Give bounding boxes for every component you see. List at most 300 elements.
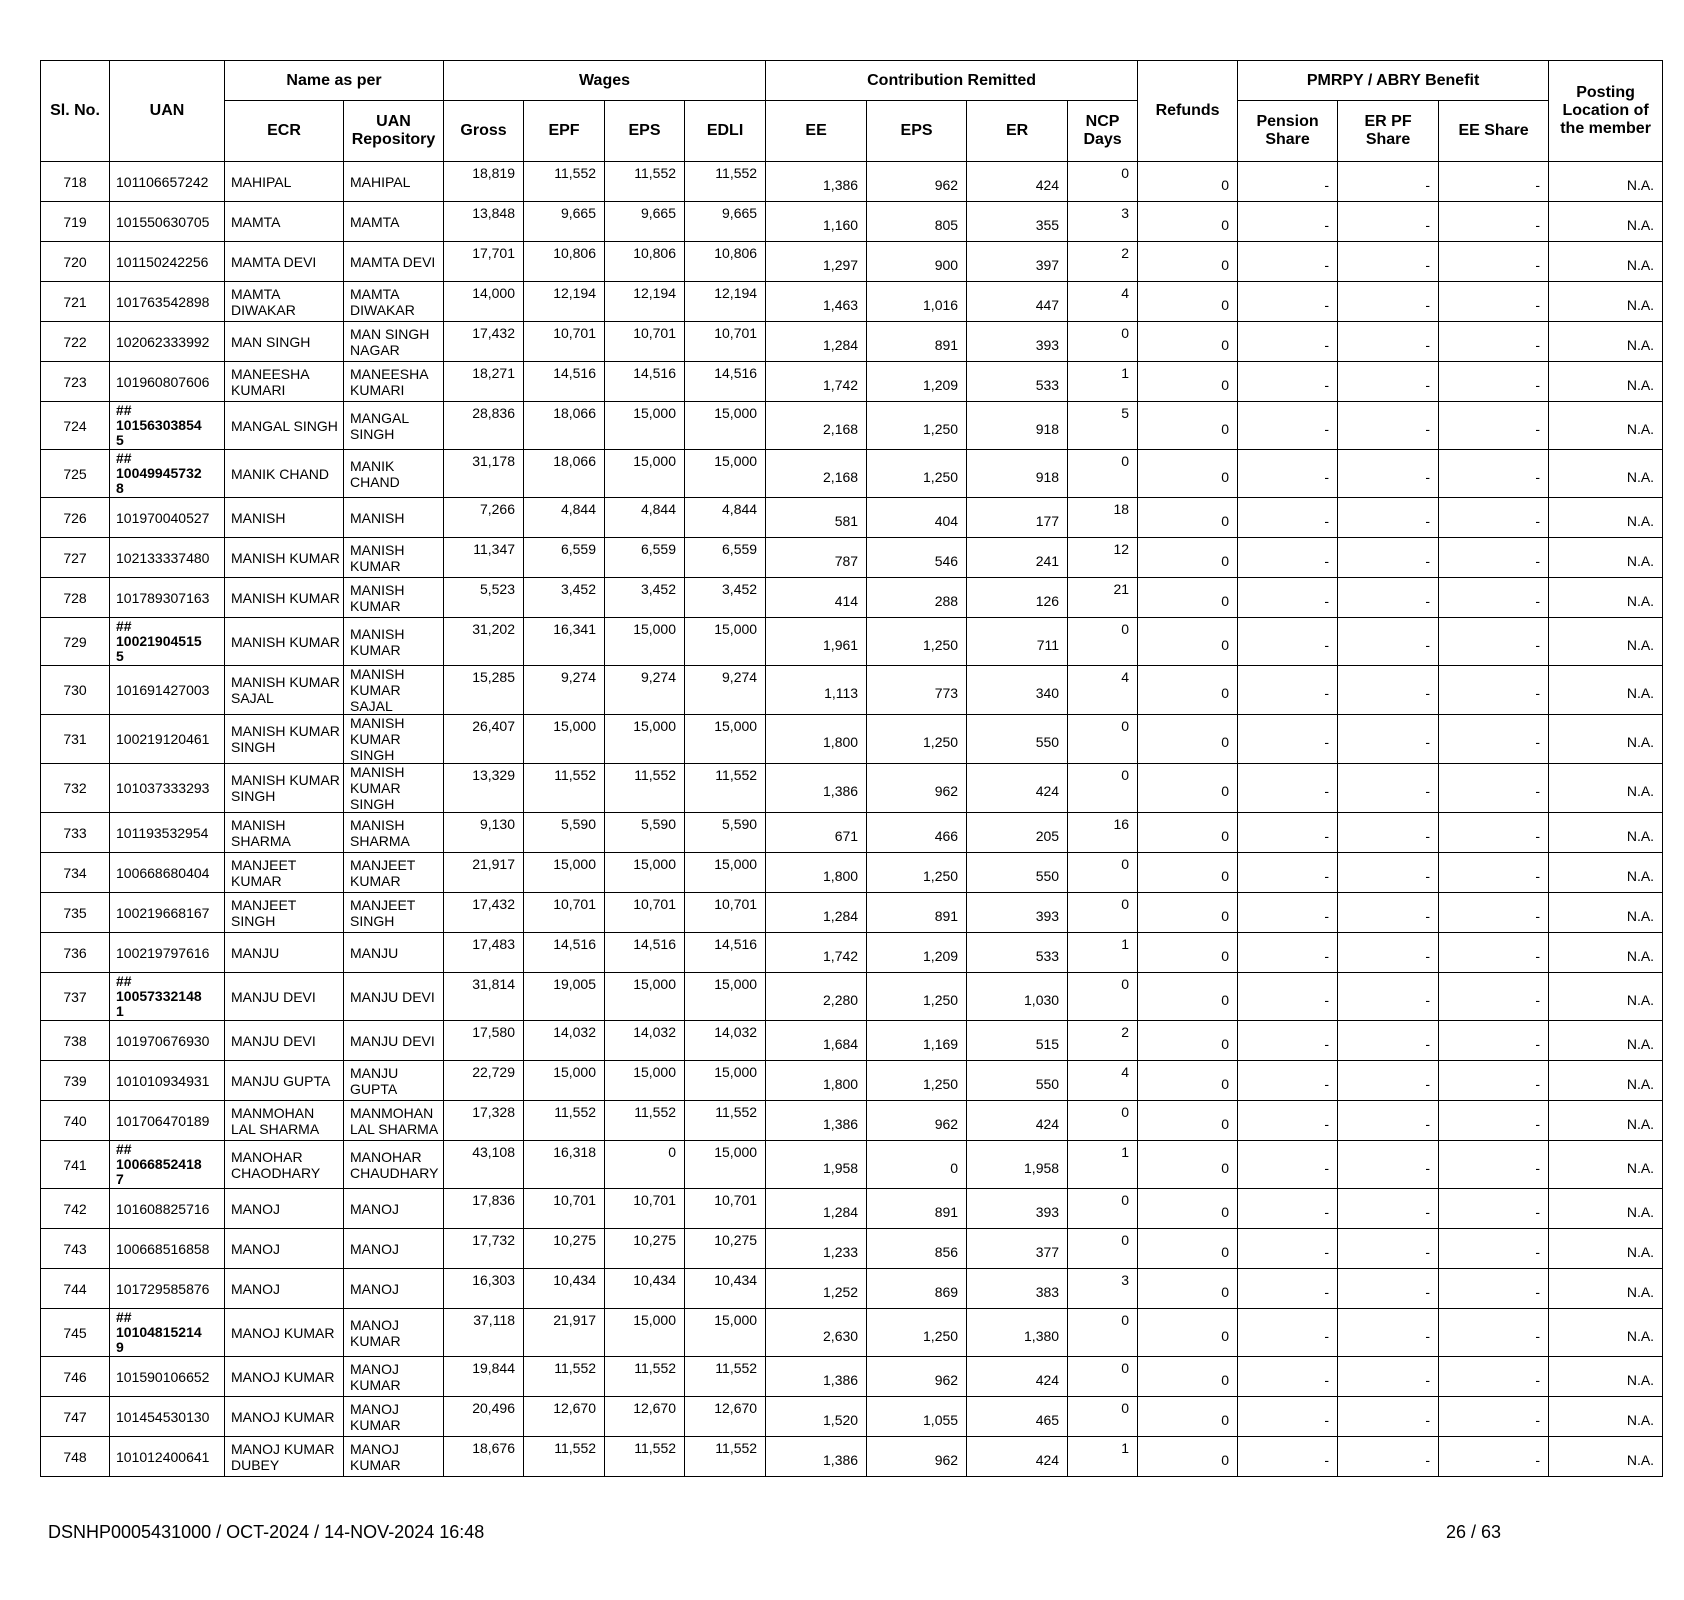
cell-contribution-eps: 962 <box>867 1101 967 1141</box>
cell-name-uan-repository: MAMTA <box>344 202 444 242</box>
cell-gross: 28,836 <box>444 402 524 450</box>
table-row <box>41 538 1663 578</box>
uan-line: 8 <box>116 480 124 496</box>
cell-ee: 1,252 <box>766 1269 867 1309</box>
cell-refunds: 0 <box>1138 1357 1238 1397</box>
cell-name-ecr: MANISH SHARMA <box>225 813 344 853</box>
cell-name-uan-repository: MANJU <box>344 933 444 973</box>
cell-contribution-eps: 891 <box>867 322 967 362</box>
cell-name-ecr: MANOJ <box>225 1269 344 1309</box>
cell-er: 393 <box>967 1189 1068 1229</box>
cell-uan <box>110 450 225 498</box>
uan-line: 10104815214 <box>116 1324 202 1340</box>
cell-er-pf-share: - <box>1338 282 1439 322</box>
cell-contribution-eps: 962 <box>867 162 967 202</box>
cell-gross: 19,844 <box>444 1357 524 1397</box>
cell-refunds: 0 <box>1138 402 1238 450</box>
cell-sl-no: 745 <box>41 1309 110 1357</box>
cell-gross: 17,580 <box>444 1021 524 1061</box>
table-row <box>41 450 1663 498</box>
cell-pension-share: - <box>1238 1061 1338 1101</box>
cell-er-pf-share: - <box>1338 1061 1439 1101</box>
cell-sl-no: 748 <box>41 1437 110 1477</box>
cell-gross: 31,814 <box>444 973 524 1021</box>
cell-refunds: 0 <box>1138 322 1238 362</box>
cell-ee: 1,233 <box>766 1229 867 1269</box>
cell-posting-location: N.A. <box>1549 162 1663 202</box>
cell-ee-share: - <box>1439 450 1549 498</box>
cell-contribution-eps: 962 <box>867 1357 967 1397</box>
cell-contribution-eps: 962 <box>867 764 967 813</box>
cell-er-pf-share: - <box>1338 1141 1439 1189</box>
cell-uan: 101193532954 <box>110 813 225 853</box>
cell-edli: 11,552 <box>685 1357 766 1397</box>
cell-refunds: 0 <box>1138 282 1238 322</box>
cell-er-pf-share: - <box>1338 362 1439 402</box>
table-row <box>41 1309 1663 1357</box>
cell-ncp-days: 2 <box>1068 242 1138 282</box>
cell-ee: 1,742 <box>766 933 867 973</box>
cell-sl-no: 725 <box>41 450 110 498</box>
table-row <box>41 618 1663 666</box>
cell-wages-eps: 11,552 <box>605 764 685 813</box>
cell-epf: 16,318 <box>524 1141 605 1189</box>
cell-posting-location: N.A. <box>1549 973 1663 1021</box>
cell-ee-share: - <box>1439 618 1549 666</box>
cell-pension-share: - <box>1238 973 1338 1021</box>
cell-epf: 14,032 <box>524 1021 605 1061</box>
cell-sl-no: 736 <box>41 933 110 973</box>
cell-ee: 1,800 <box>766 1061 867 1101</box>
cell-name-uan-repository: MANISH KUMAR SAJAL <box>344 666 444 715</box>
cell-refunds: 0 <box>1138 973 1238 1021</box>
cell-ee: 1,463 <box>766 282 867 322</box>
table-row <box>41 322 1663 362</box>
cell-gross: 18,271 <box>444 362 524 402</box>
cell-ncp-days: 0 <box>1068 1357 1138 1397</box>
cell-ee-share: - <box>1439 202 1549 242</box>
cell-name-ecr: MANGAL SINGH <box>225 402 344 450</box>
cell-uan: 100219797616 <box>110 933 225 973</box>
cell-refunds: 0 <box>1138 1061 1238 1101</box>
cell-epf: 12,194 <box>524 282 605 322</box>
cell-pension-share: - <box>1238 893 1338 933</box>
cell-uan: 101608825716 <box>110 1189 225 1229</box>
cell-uan <box>110 1309 225 1357</box>
cell-uan: 101010934931 <box>110 1061 225 1101</box>
cell-ee: 2,630 <box>766 1309 867 1357</box>
cell-er: 393 <box>967 893 1068 933</box>
cell-ncp-days: 0 <box>1068 618 1138 666</box>
cell-epf: 14,516 <box>524 362 605 402</box>
cell-ee-share: - <box>1439 498 1549 538</box>
header-epf: EPF <box>524 101 605 162</box>
cell-gross: 17,732 <box>444 1229 524 1269</box>
cell-name-uan-repository: MANISH KUMAR SINGH <box>344 764 444 813</box>
cell-edli: 15,000 <box>685 715 766 764</box>
cell-edli: 10,806 <box>685 242 766 282</box>
cell-ee: 787 <box>766 538 867 578</box>
cell-ee-share: - <box>1439 162 1549 202</box>
cell-ee: 2,168 <box>766 402 867 450</box>
cell-er-pf-share: - <box>1338 933 1439 973</box>
cell-name-uan-repository: MANMOHAN LAL SHARMA <box>344 1101 444 1141</box>
header-ee: EE <box>766 101 867 162</box>
table-row <box>41 362 1663 402</box>
cell-epf: 10,701 <box>524 322 605 362</box>
cell-ee-share: - <box>1439 764 1549 813</box>
cell-edli: 12,670 <box>685 1397 766 1437</box>
cell-sl-no: 742 <box>41 1189 110 1229</box>
cell-epf: 10,701 <box>524 893 605 933</box>
cell-gross: 31,202 <box>444 618 524 666</box>
cell-ee: 1,520 <box>766 1397 867 1437</box>
cell-name-ecr: MANEESHA KUMARI <box>225 362 344 402</box>
cell-sl-no: 719 <box>41 202 110 242</box>
cell-er: 711 <box>967 618 1068 666</box>
cell-uan <box>110 618 225 666</box>
cell-ncp-days: 0 <box>1068 764 1138 813</box>
cell-er: 241 <box>967 538 1068 578</box>
cell-posting-location: N.A. <box>1549 1397 1663 1437</box>
cell-er: 377 <box>967 1229 1068 1269</box>
cell-contribution-eps: 900 <box>867 242 967 282</box>
footer-document-id: DSNHP0005431000 / OCT-2024 / 14-NOV-2024 16:48 <box>48 1522 485 1542</box>
cell-refunds: 0 <box>1138 1397 1238 1437</box>
cell-name-uan-repository: MANISH KUMAR <box>344 538 444 578</box>
cell-pension-share: - <box>1238 282 1338 322</box>
header-wages: Wages <box>444 61 766 101</box>
cell-er-pf-share: - <box>1338 402 1439 450</box>
cell-ee: 1,386 <box>766 162 867 202</box>
cell-ee-share: - <box>1439 1189 1549 1229</box>
table-row <box>41 1189 1663 1229</box>
cell-contribution-eps: 1,209 <box>867 933 967 973</box>
cell-wages-eps: 11,552 <box>605 1101 685 1141</box>
cell-edli: 3,452 <box>685 578 766 618</box>
cell-name-uan-repository: MANJU DEVI <box>344 1021 444 1061</box>
cell-epf: 10,434 <box>524 1269 605 1309</box>
cell-er-pf-share: - <box>1338 893 1439 933</box>
cell-er: 533 <box>967 933 1068 973</box>
cell-er: 550 <box>967 715 1068 764</box>
cell-pension-share: - <box>1238 1357 1338 1397</box>
cell-uan: 100668516858 <box>110 1229 225 1269</box>
cell-name-uan-repository: MANIK CHAND <box>344 450 444 498</box>
header-pension-share: Pension Share <box>1238 101 1338 162</box>
header-pmrpy-abry-benefit: PMRPY / ABRY Benefit <box>1238 61 1549 101</box>
cell-contribution-eps: 466 <box>867 813 967 853</box>
cell-wages-eps: 4,844 <box>605 498 685 538</box>
cell-ee: 1,284 <box>766 893 867 933</box>
cell-wages-eps: 11,552 <box>605 1437 685 1477</box>
cell-ncp-days: 4 <box>1068 282 1138 322</box>
cell-ee-share: - <box>1439 1357 1549 1397</box>
cell-edli: 10,434 <box>685 1269 766 1309</box>
cell-refunds: 0 <box>1138 538 1238 578</box>
cell-wages-eps: 15,000 <box>605 715 685 764</box>
cell-ee: 1,284 <box>766 322 867 362</box>
cell-pension-share: - <box>1238 242 1338 282</box>
cell-gross: 17,432 <box>444 322 524 362</box>
cell-uan: 102133337480 <box>110 538 225 578</box>
cell-edli: 12,194 <box>685 282 766 322</box>
cell-name-ecr: MANMOHAN LAL SHARMA <box>225 1101 344 1141</box>
uan-line: 10021904515 <box>116 633 202 649</box>
cell-contribution-eps: 805 <box>867 202 967 242</box>
cell-ee-share: - <box>1439 538 1549 578</box>
cell-gross: 17,701 <box>444 242 524 282</box>
cell-er: 918 <box>967 402 1068 450</box>
table-row <box>41 893 1663 933</box>
cell-ncp-days: 1 <box>1068 1437 1138 1477</box>
cell-ee-share: - <box>1439 1397 1549 1437</box>
header-name-as-per: Name as per <box>225 61 444 101</box>
cell-epf: 15,000 <box>524 853 605 893</box>
cell-edli: 6,559 <box>685 538 766 578</box>
cell-er-pf-share: - <box>1338 1357 1439 1397</box>
cell-wages-eps: 12,194 <box>605 282 685 322</box>
cell-ee-share: - <box>1439 973 1549 1021</box>
cell-contribution-eps: 1,250 <box>867 402 967 450</box>
cell-contribution-eps: 1,055 <box>867 1397 967 1437</box>
table-row <box>41 402 1663 450</box>
table-row <box>41 1357 1663 1397</box>
cell-wages-eps: 15,000 <box>605 450 685 498</box>
cell-posting-location: N.A. <box>1549 893 1663 933</box>
cell-refunds: 0 <box>1138 813 1238 853</box>
cell-posting-location: N.A. <box>1549 618 1663 666</box>
table-row <box>41 162 1663 202</box>
uan-line: ## <box>116 1309 132 1325</box>
cell-uan: 101706470189 <box>110 1101 225 1141</box>
cell-name-uan-repository: MANOJ <box>344 1269 444 1309</box>
cell-posting-location: N.A. <box>1549 202 1663 242</box>
cell-refunds: 0 <box>1138 1309 1238 1357</box>
cell-uan: 102062333992 <box>110 322 225 362</box>
cell-contribution-eps: 1,016 <box>867 282 967 322</box>
cell-ee: 414 <box>766 578 867 618</box>
cell-ncp-days: 0 <box>1068 1189 1138 1229</box>
cell-name-ecr: MAN SINGH <box>225 322 344 362</box>
cell-epf: 15,000 <box>524 715 605 764</box>
cell-refunds: 0 <box>1138 933 1238 973</box>
cell-epf: 18,066 <box>524 402 605 450</box>
cell-uan: 101763542898 <box>110 282 225 322</box>
header-uan: UAN <box>110 61 225 162</box>
header-ecr: ECR <box>225 101 344 162</box>
cell-er: 205 <box>967 813 1068 853</box>
cell-epf: 18,066 <box>524 450 605 498</box>
cell-refunds: 0 <box>1138 1437 1238 1477</box>
cell-ncp-days: 3 <box>1068 1269 1138 1309</box>
cell-wages-eps: 15,000 <box>605 618 685 666</box>
cell-name-uan-repository: MANJU GUPTA <box>344 1061 444 1101</box>
cell-contribution-eps: 1,250 <box>867 1061 967 1101</box>
cell-name-ecr: MANISH KUMAR <box>225 578 344 618</box>
cell-epf: 21,917 <box>524 1309 605 1357</box>
cell-sl-no: 739 <box>41 1061 110 1101</box>
cell-ncp-days: 1 <box>1068 1141 1138 1189</box>
cell-pension-share: - <box>1238 764 1338 813</box>
table-header <box>41 61 1663 162</box>
cell-uan: 101590106652 <box>110 1357 225 1397</box>
cell-posting-location: N.A. <box>1549 242 1663 282</box>
cell-sl-no: 738 <box>41 1021 110 1061</box>
table-row <box>41 1141 1663 1189</box>
cell-name-uan-repository: MANOJ KUMAR <box>344 1309 444 1357</box>
cell-er-pf-share: - <box>1338 1229 1439 1269</box>
cell-wages-eps: 0 <box>605 1141 685 1189</box>
cell-gross: 9,130 <box>444 813 524 853</box>
cell-epf: 10,275 <box>524 1229 605 1269</box>
cell-sl-no: 731 <box>41 715 110 764</box>
cell-posting-location: N.A. <box>1549 322 1663 362</box>
cell-sl-no: 720 <box>41 242 110 282</box>
cell-posting-location: N.A. <box>1549 282 1663 322</box>
uan-line: ## <box>116 402 132 418</box>
cell-refunds: 0 <box>1138 362 1238 402</box>
cell-gross: 20,496 <box>444 1397 524 1437</box>
cell-pension-share: - <box>1238 933 1338 973</box>
cell-uan: 101970040527 <box>110 498 225 538</box>
cell-refunds: 0 <box>1138 715 1238 764</box>
cell-sl-no: 727 <box>41 538 110 578</box>
cell-contribution-eps: 0 <box>867 1141 967 1189</box>
cell-er: 383 <box>967 1269 1068 1309</box>
header-er-pf-share: ER PF Share <box>1338 101 1439 162</box>
cell-edli: 15,000 <box>685 1061 766 1101</box>
cell-sl-no: 722 <box>41 322 110 362</box>
cell-name-ecr: MANOJ KUMAR DUBEY <box>225 1437 344 1477</box>
cell-name-uan-repository: MANJEET SINGH <box>344 893 444 933</box>
cell-epf: 10,806 <box>524 242 605 282</box>
cell-name-ecr: MAHIPAL <box>225 162 344 202</box>
cell-er: 550 <box>967 853 1068 893</box>
cell-ee: 671 <box>766 813 867 853</box>
cell-edli: 15,000 <box>685 1141 766 1189</box>
cell-er: 424 <box>967 1101 1068 1141</box>
cell-sl-no: 726 <box>41 498 110 538</box>
cell-gross: 13,848 <box>444 202 524 242</box>
cell-er-pf-share: - <box>1338 242 1439 282</box>
cell-gross: 16,303 <box>444 1269 524 1309</box>
cell-name-ecr: MANJU GUPTA <box>225 1061 344 1101</box>
cell-ncp-days: 0 <box>1068 1397 1138 1437</box>
cell-ncp-days: 3 <box>1068 202 1138 242</box>
table-row <box>41 1229 1663 1269</box>
cell-refunds: 0 <box>1138 202 1238 242</box>
cell-epf: 9,274 <box>524 666 605 715</box>
cell-ncp-days: 4 <box>1068 1061 1138 1101</box>
cell-wages-eps: 11,552 <box>605 162 685 202</box>
cell-pension-share: - <box>1238 813 1338 853</box>
cell-gross: 26,407 <box>444 715 524 764</box>
cell-name-ecr: MANJU DEVI <box>225 973 344 1021</box>
cell-name-uan-repository: MANISH KUMAR <box>344 578 444 618</box>
cell-wages-eps: 15,000 <box>605 402 685 450</box>
cell-name-uan-repository: MAHIPAL <box>344 162 444 202</box>
cell-name-uan-repository: MAMTA DIWAKAR <box>344 282 444 322</box>
cell-name-ecr: MANJEET SINGH <box>225 893 344 933</box>
table-row <box>41 202 1663 242</box>
cell-er: 533 <box>967 362 1068 402</box>
cell-edli: 11,552 <box>685 162 766 202</box>
table-row <box>41 578 1663 618</box>
cell-ee: 1,386 <box>766 764 867 813</box>
cell-name-ecr: MANJU DEVI <box>225 1021 344 1061</box>
cell-ncp-days: 12 <box>1068 538 1138 578</box>
cell-uan: 101970676930 <box>110 1021 225 1061</box>
cell-wages-eps: 5,590 <box>605 813 685 853</box>
cell-ee-share: - <box>1439 1437 1549 1477</box>
cell-sl-no: 721 <box>41 282 110 322</box>
cell-refunds: 0 <box>1138 498 1238 538</box>
cell-ee: 1,386 <box>766 1101 867 1141</box>
cell-posting-location: N.A. <box>1549 1437 1663 1477</box>
cell-refunds: 0 <box>1138 618 1238 666</box>
cell-pension-share: - <box>1238 1397 1338 1437</box>
cell-epf: 5,590 <box>524 813 605 853</box>
cell-edli: 10,701 <box>685 1189 766 1229</box>
table-row <box>41 764 1663 813</box>
cell-ncp-days: 0 <box>1068 1229 1138 1269</box>
cell-name-uan-repository: MANJEET KUMAR <box>344 853 444 893</box>
ecr-contribution-table <box>40 60 1663 1477</box>
uan-line: 5 <box>116 432 124 448</box>
cell-er: 393 <box>967 322 1068 362</box>
cell-uan: 101691427003 <box>110 666 225 715</box>
cell-refunds: 0 <box>1138 1189 1238 1229</box>
cell-gross: 17,483 <box>444 933 524 973</box>
cell-pension-share: - <box>1238 1269 1338 1309</box>
cell-sl-no: 737 <box>41 973 110 1021</box>
cell-ncp-days: 4 <box>1068 666 1138 715</box>
cell-posting-location: N.A. <box>1549 1141 1663 1189</box>
cell-epf: 6,559 <box>524 538 605 578</box>
cell-name-ecr: MANISH KUMAR <box>225 538 344 578</box>
cell-ncp-days: 0 <box>1068 162 1138 202</box>
table-row <box>41 973 1663 1021</box>
cell-posting-location: N.A. <box>1549 1021 1663 1061</box>
cell-posting-location: N.A. <box>1549 715 1663 764</box>
cell-epf: 11,552 <box>524 764 605 813</box>
cell-name-ecr: MANOJ <box>225 1189 344 1229</box>
cell-edli: 10,275 <box>685 1229 766 1269</box>
cell-ee-share: - <box>1439 322 1549 362</box>
cell-er: 424 <box>967 764 1068 813</box>
cell-pension-share: - <box>1238 618 1338 666</box>
cell-er-pf-share: - <box>1338 1437 1439 1477</box>
cell-name-uan-repository: MANOJ KUMAR <box>344 1397 444 1437</box>
cell-refunds: 0 <box>1138 1101 1238 1141</box>
cell-uan: 100668680404 <box>110 853 225 893</box>
cell-ee-share: - <box>1439 853 1549 893</box>
cell-ee: 1,297 <box>766 242 867 282</box>
cell-name-uan-repository: MANOJ KUMAR <box>344 1357 444 1397</box>
header-ee-share: EE Share <box>1439 101 1549 162</box>
table-row <box>41 498 1663 538</box>
uan-line: ## <box>116 973 132 989</box>
table-row <box>41 1397 1663 1437</box>
cell-er-pf-share: - <box>1338 1021 1439 1061</box>
cell-contribution-eps: 1,250 <box>867 715 967 764</box>
cell-ee-share: - <box>1439 1269 1549 1309</box>
cell-wages-eps: 11,552 <box>605 1357 685 1397</box>
cell-name-ecr: MANISH KUMAR SINGH <box>225 764 344 813</box>
cell-posting-location: N.A. <box>1549 764 1663 813</box>
cell-epf: 11,552 <box>524 1101 605 1141</box>
